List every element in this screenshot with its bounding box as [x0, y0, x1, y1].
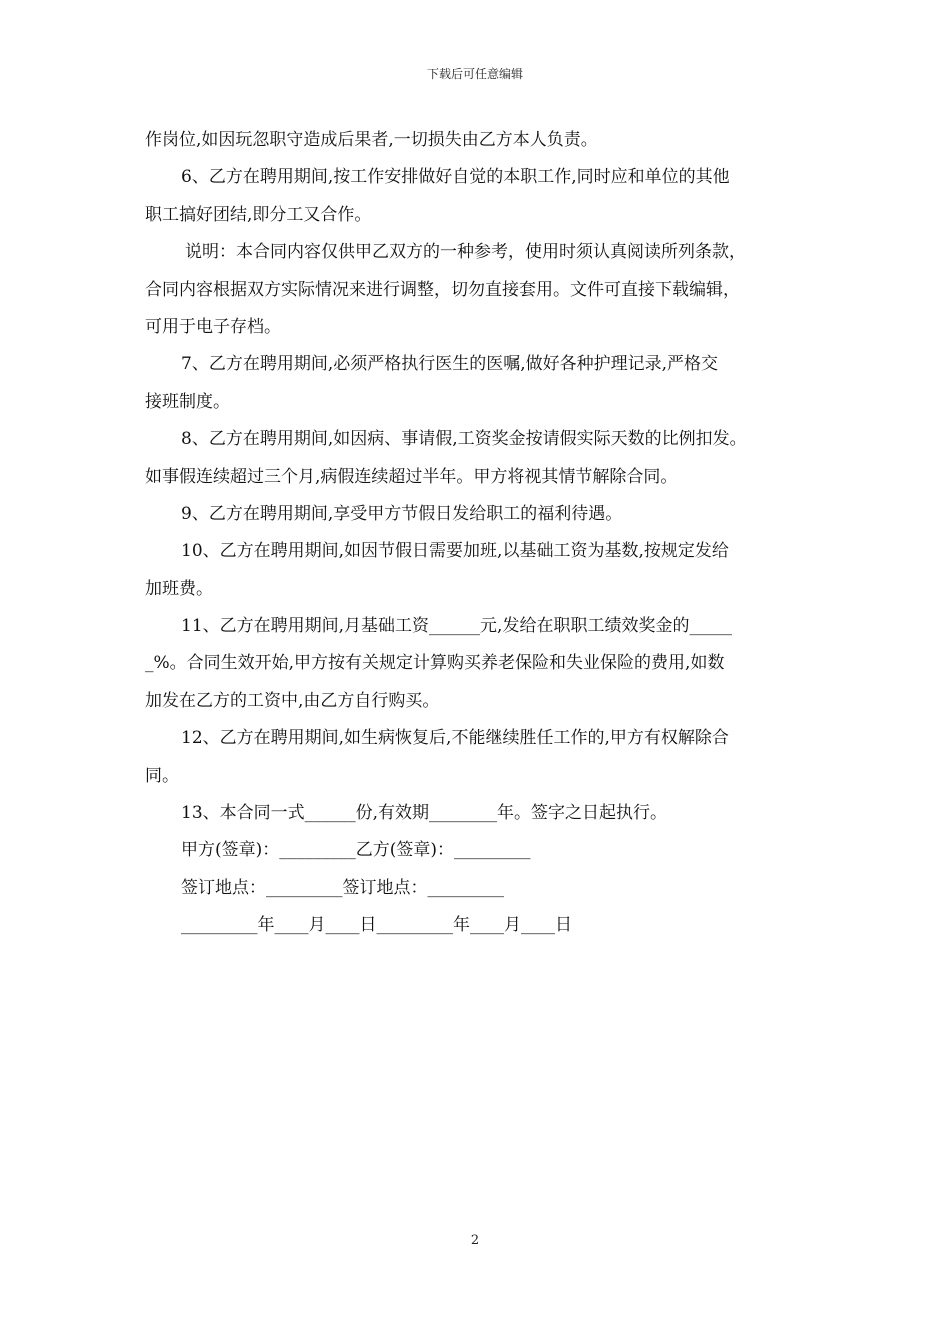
paragraph-line: 7、乙方在聘用期间,必须严格执行医生的医嘱,做好各种护理记录,严格交: [181, 354, 719, 375]
paragraph-line: 加发在乙方的工资中,由乙方自行购买。: [145, 690, 440, 711]
paragraph-line: 12、乙方在聘用期间,如生病恢复后,不能继续胜任工作的,甲方有权解除合: [181, 728, 729, 749]
paragraph-line: 作岗位,如因玩忽职守造成后果者,一切损失由乙方本人负责。: [145, 130, 598, 150]
paragraph-line: 6、乙方在聘用期间,按工作安排做好自觉的本职工作,同时应和单位的其他: [181, 167, 730, 188]
note-line: 可用于电子存档。: [145, 316, 281, 337]
note-line: 合同内容根据双方实际情况来进行调整，切勿直接套用。文件可直接下载编辑，: [145, 279, 740, 300]
paragraph-line: 11、乙方在聘用期间,月基础工资______元,发给在职职工绩效奖金的_____: [181, 616, 732, 637]
paragraph-line: 加班费。: [145, 578, 213, 599]
signature-line: 甲方(签章)：_________乙方(签章)：_________: [181, 840, 531, 861]
paragraph-line: 同。: [145, 765, 179, 786]
paragraph-line: 8、乙方在聘用期间,如因病、事请假,工资奖金按请假实际天数的比例扣发。: [181, 429, 747, 450]
page-number: 2: [470, 1233, 480, 1248]
paragraph-line: 职工搞好团结,即分工又合作。: [145, 204, 372, 225]
paragraph-line: 接班制度。: [145, 391, 230, 412]
page-header: 下载后可任意编辑: [426, 67, 523, 81]
paragraph-line: 13、本合同一式______份,有效期________年。签字之日起执行。: [181, 803, 668, 824]
signing-place-line: 签订地点：_________签订地点：_________: [181, 877, 504, 898]
paragraph-line: 9、乙方在聘用期间,享受甲方节假日发给职工的福利待遇。: [181, 503, 623, 524]
paragraph-line: 如事假连续超过三个月,病假连续超过半年。甲方将视其情节解除合同。: [145, 466, 678, 487]
paragraph-line: _%。合同生效开始,甲方按有关规定计算购买养老保险和失业保险的费用,如数: [145, 653, 725, 674]
date-line: _________年____月____日_________年____月____日: [181, 915, 572, 936]
paragraph-line: 10、乙方在聘用期间,如因节假日需要加班,以基础工资为基数,按规定发给: [181, 541, 729, 562]
document-body: [145, 122, 810, 945]
note-line: 说明：本合同内容仅供甲乙双方的一种参考，使用时须认真阅读所列条款，: [185, 242, 746, 263]
